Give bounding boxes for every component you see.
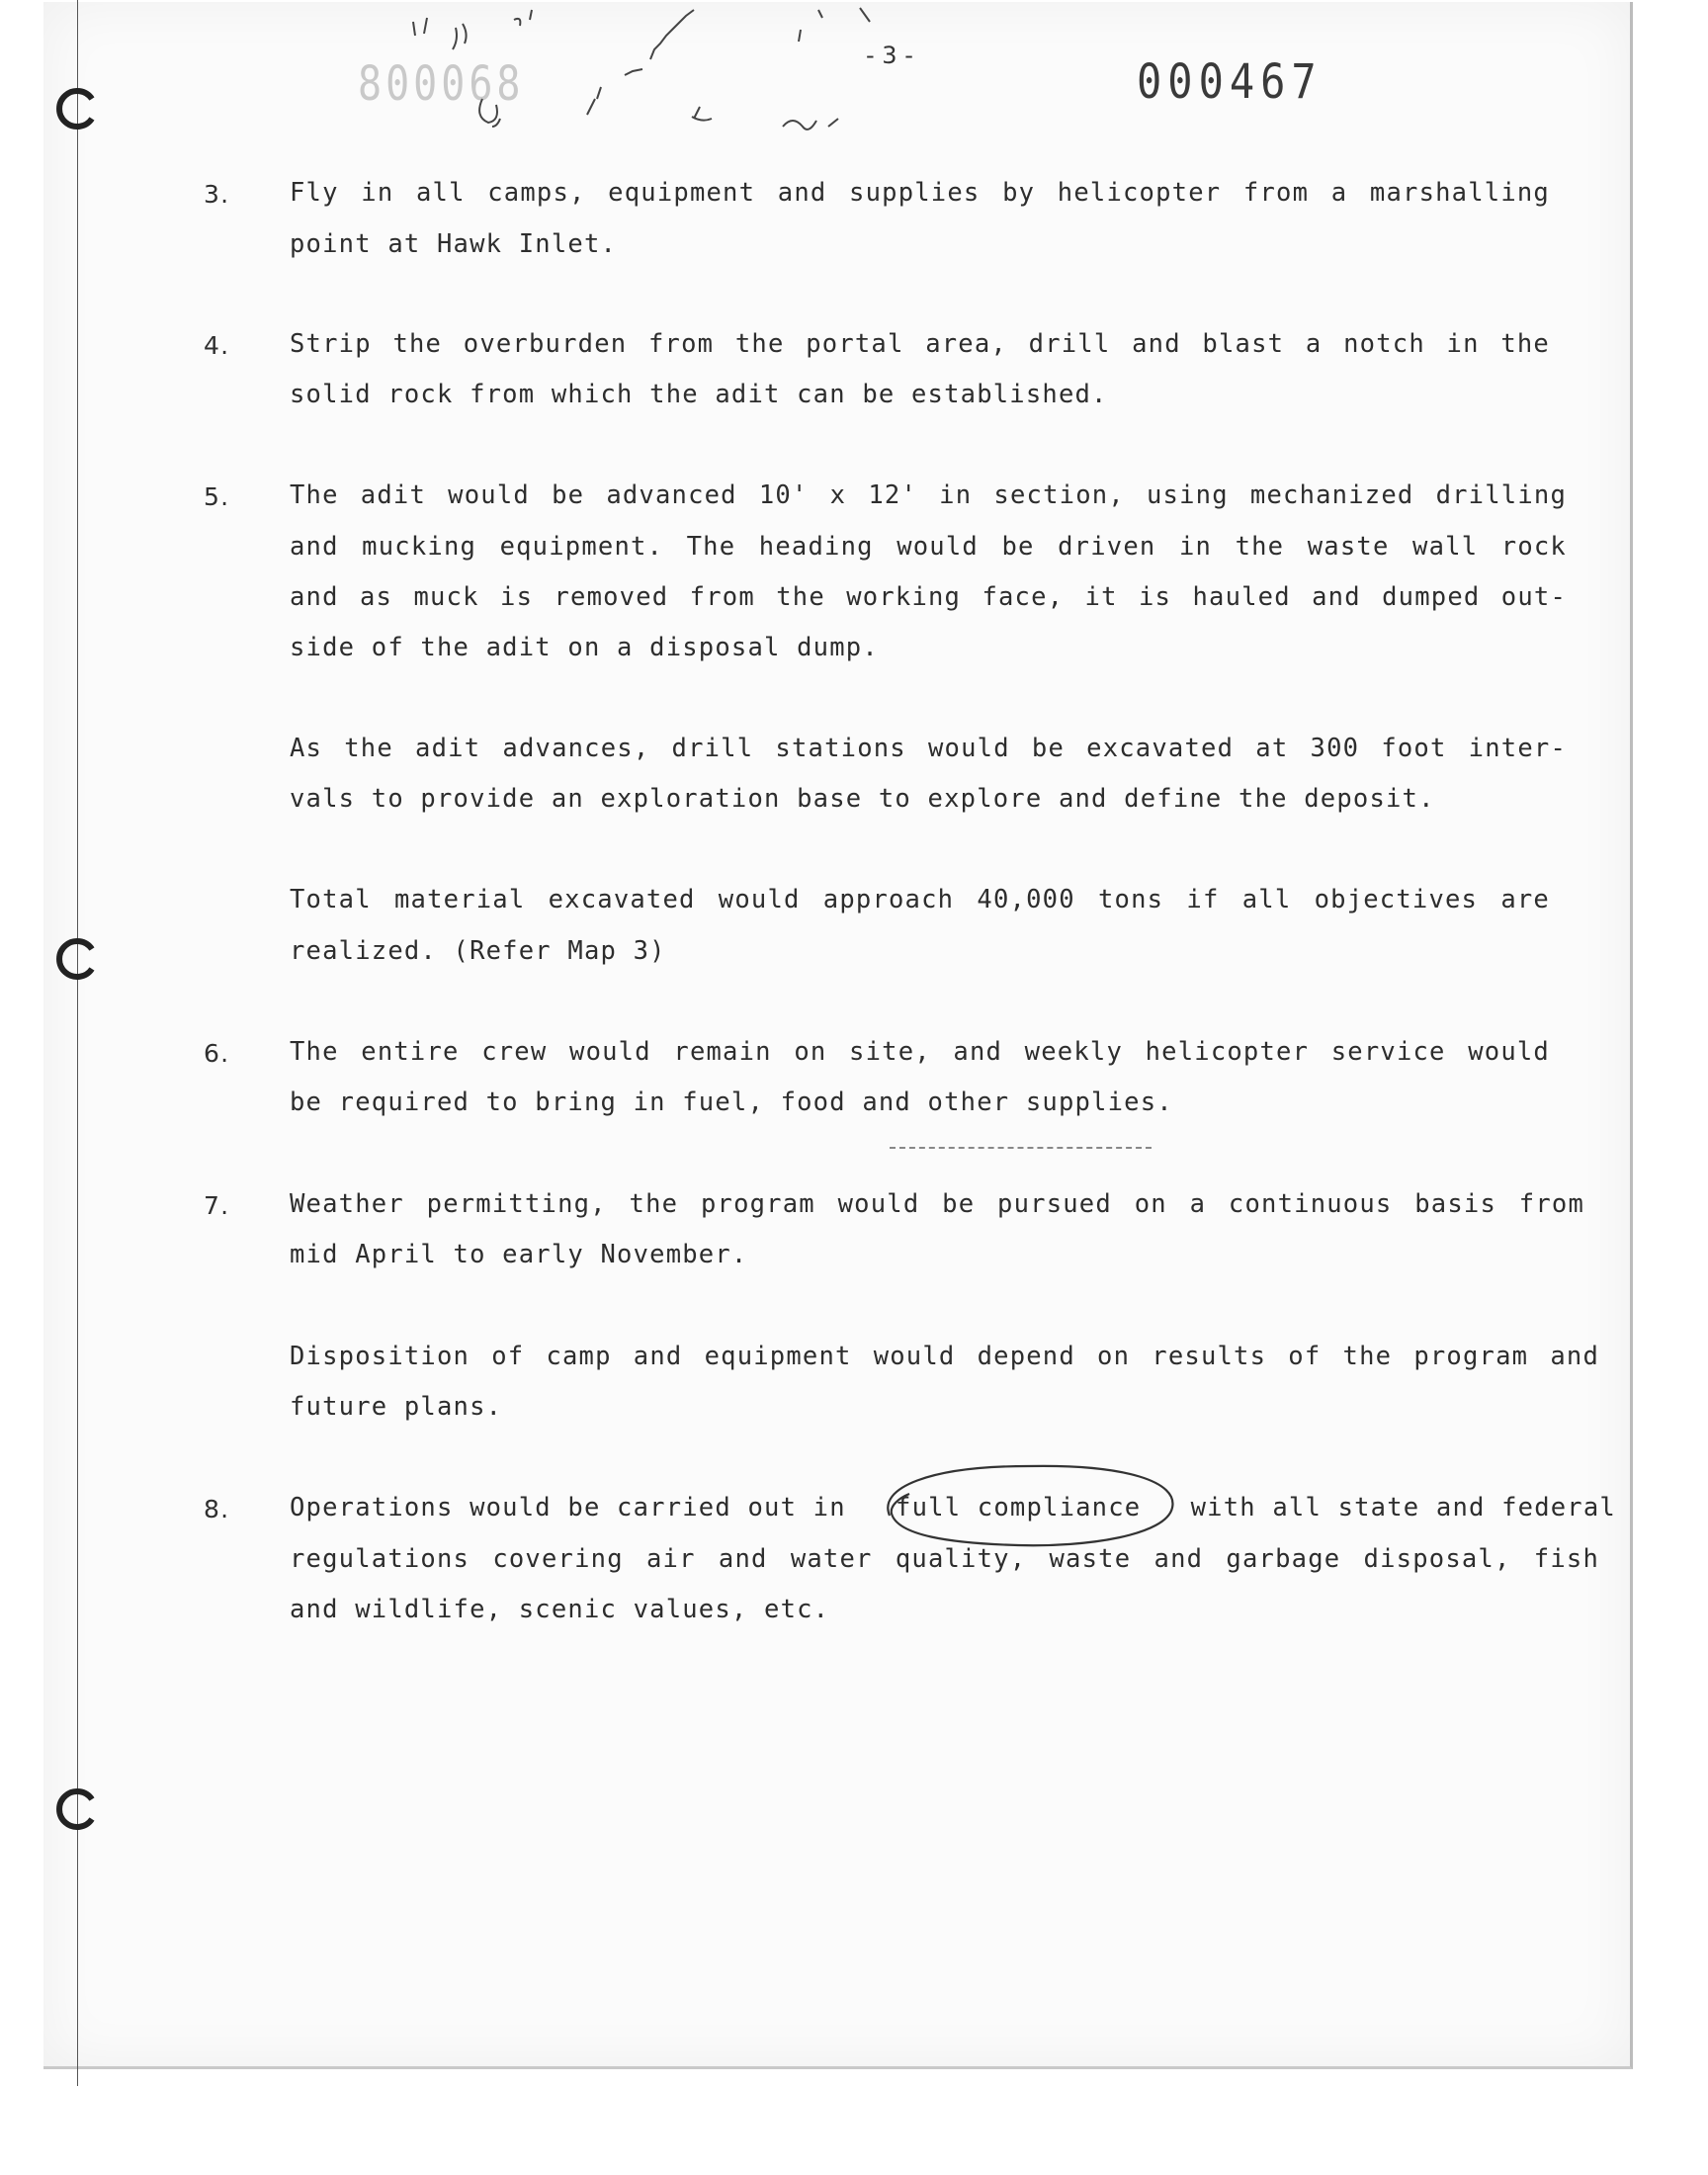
- circled-phrase: full compliance: [896, 1493, 1142, 1522]
- item-8-line-1-pre: Operations would be carried out in: [290, 1493, 846, 1522]
- item-4-line-2: solid rock from which the adit can be established.: [290, 380, 1108, 409]
- item-5-para-2-line-2: vals to provide an exploration base to explore and define the deposit.: [290, 784, 1435, 814]
- item-4-line-1: Strip the overburden from the portal area, drill and blast a notch in the: [290, 329, 1550, 359]
- item-number: 3.: [204, 180, 230, 209]
- item-5-para-2-line-1: As the adit advances, drill stations would be excavated at 300 foot inter-: [290, 734, 1567, 763]
- item-7-line-2: mid April to early November.: [290, 1240, 748, 1269]
- item-8-line-3: and wildlife, scenic values, etc.: [290, 1595, 830, 1624]
- page-number-label: - 3 -: [866, 42, 913, 69]
- item-6-line-2: be required to bring in fuel, food and other supplies.: [290, 1088, 1173, 1117]
- item-5-line-2: and mucking equipment. The heading would be driven in the waste wall rock: [290, 532, 1567, 562]
- item-5-line-1: The adit would be advanced 10' x 12' in section, using mechanized drilling: [290, 480, 1567, 510]
- item-number: 5.: [204, 482, 230, 511]
- item-number: 7.: [204, 1191, 230, 1220]
- item-7-para-2-line-2: future plans.: [290, 1392, 503, 1422]
- item-number: 6.: [204, 1039, 230, 1068]
- item-5-para-3-line-1: Total material excavated would approach 40,000 tons if all objectives are: [290, 885, 1550, 914]
- item-8-line-1-post: with all state and federal: [1190, 1493, 1616, 1522]
- item-5-line-4: side of the adit on a disposal dump.: [290, 633, 879, 662]
- item-number: 4.: [204, 331, 230, 360]
- faint-bleed-number: 800068: [358, 57, 525, 113]
- item-3-line-2: point at Hawk Inlet.: [290, 229, 618, 259]
- item-6-line-1: The entire crew would remain on site, and weekly helicopter service would: [290, 1037, 1550, 1067]
- item-7-para-2-line-1: Disposition of camp and equipment would depend on results of the program and: [290, 1342, 1599, 1371]
- item-7-line-1: Weather permitting, the program would be pursued on a continuous basis from: [290, 1189, 1584, 1219]
- item-3-line-1: Fly in all camps, equipment and supplies by helicopter from a marshalling: [290, 178, 1550, 208]
- item-number: 8.: [204, 1495, 230, 1523]
- item-5-line-3: and as muck is removed from the working face, it is hauled and dumped out-: [290, 582, 1567, 612]
- item-5-para-3-line-2: realized. (Refer Map 3): [290, 936, 666, 966]
- dashed-stray-mark: [890, 1147, 1152, 1153]
- handwritten-circle-annotation: [870, 1458, 1186, 1552]
- item-8-line-2: regulations covering air and water quality, waste and garbage disposal, fish: [290, 1544, 1599, 1574]
- bates-number: 000467: [1137, 53, 1323, 110]
